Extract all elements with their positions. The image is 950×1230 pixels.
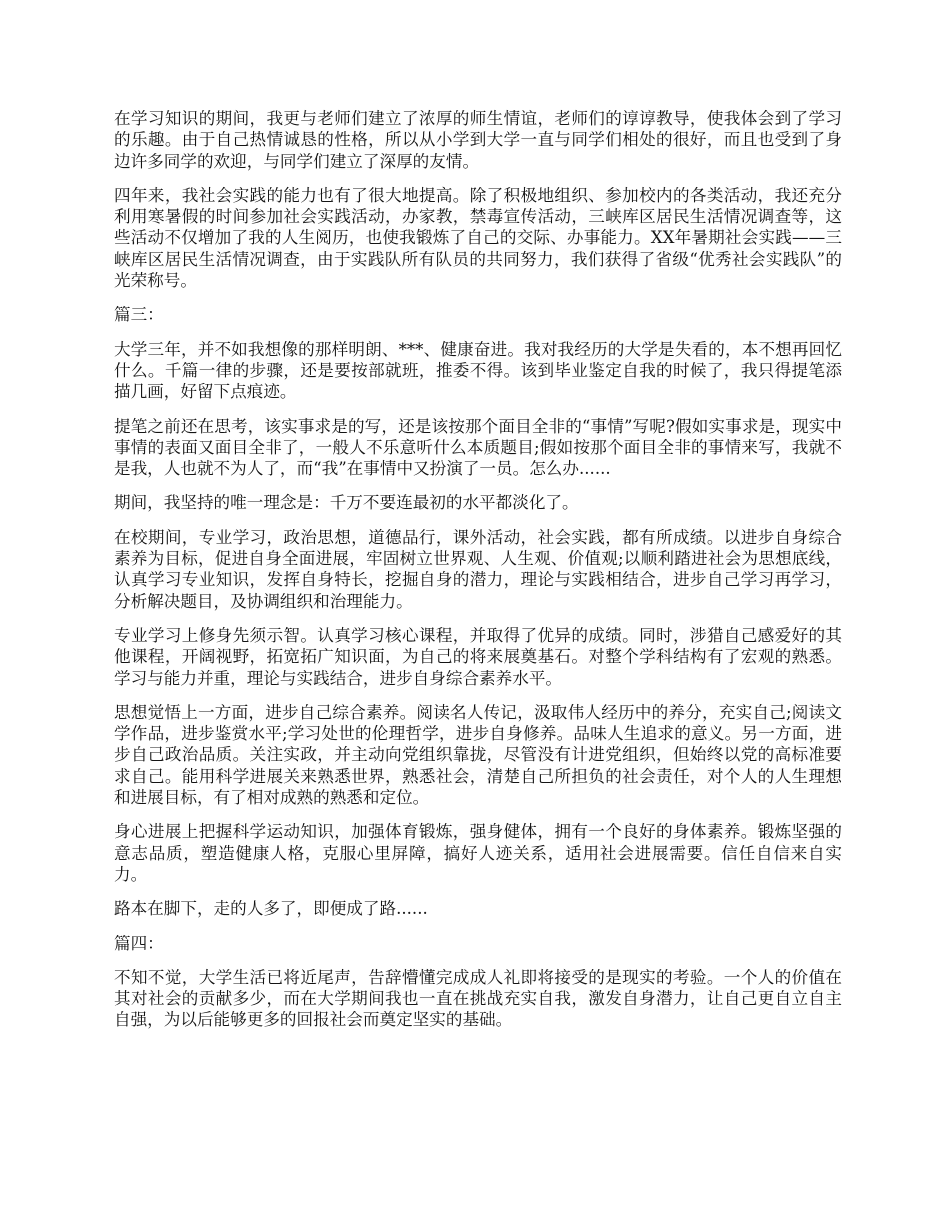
paragraph: 路本在脚下，走的人多了，即便成了路...... [114,899,428,919]
document-body [114,108,842,1044]
section-heading: 篇三： [114,305,164,325]
paragraph: 提笔之前还在思考，该实事求是的写，还是该按那个面目全非的“事情”写呢?假如实事求是，现实中事情的表面又面目全非了，一般人不乐意听什么本质题目;假如按那个面目全非的事情来写，我就不是我，人也就不为人了，而“我”在事情中又扮演了一员。怎么办...... [114,416,842,479]
paragraph: 专业学习上修身先须示智。认真学习核心课程，并取得了优异的成绩。同时，涉猎自己感爱好的其他课程，开阔视野，拓宽拓广知识面，为自己的将来展奠基石。对整个学科结构有了宏观的熟悉。学习与能力并重，理论与实践结合，进步自身综合素养水平。 [114,625,842,688]
paragraph: 在学习知识的期间，我更与老师们建立了浓厚的师生情谊，老师们的谆谆教导，使我体会到了学习的乐趣。由于自己热情诚恳的性格，所以从小学到大学一直与同学们相处的很好，而且也受到了身边许多同学的欢迎，与同学们建立了深厚的友情。 [114,109,842,171]
paragraph: 期间，我坚持的唯一理念是：千万不要连最初的水平都淡化了。 [114,493,579,513]
paragraph: 四年来，我社会实践的能力也有了很大地提高。除了积极地组织、参加校内的各类活动，我还充分利用寒暑假的时间参加社会实践活动，办家教，禁毒宣传活动，三峡库区居民生活情况调查等，这些活动不仅增加了我的人生阅历，也使我锻炼了自己的交际、办事能力。XX年暑期社会实践——三峡库区居民生活情况调查，由于实践队所有队员的共同努力，我们获得了省级“优秀社会实践队”的光荣称号。 [114,185,842,291]
paragraph: 身心进展上把握科学运动知识，加强体育锻炼，强身健体，拥有一个良好的身体素养。锻炼坚强的意志品质，塑造健康人格，克服心里屏障，搞好人迹关系，适用社会进展需要。信任自信来自实力。 [114,822,842,884]
section-heading: 篇四： [114,933,164,953]
paragraph: 在校期间，专业学习，政治思想，道德品行，课外活动，社会实践，都有所成绩。以进步自身综合素养为目标，促进自身全面进展，牢固树立世界观、人生观、价值观;以顺利踏进社会为思想底线，认真学习专业知识，发挥自身特长，挖掘自身的潜力，理论与实践相结合，进步自己学习再学习，分析解决题目，及协调组织和治理能力。 [114,527,842,611]
paragraph: 大学三年，并不如我想像的那样明朗、***、健康奋进。我对我经历的大学是失看的，本不想再回忆什么。千篇一律的步骤，还是要按部就班，推委不得。该到毕业鉴定自我的时候了，我只得提笔添描几画，好留下点痕迹。 [114,339,842,402]
paragraph: 思想觉悟上一方面，进步自己综合素养。阅读名人传记，汲取伟人经历中的养分，充实自己;阅读文学作品，进步鉴赏水平;学习处世的伦理哲学，进步自身修养。品味人生追求的意义。另一方面，进步自己政治品质。关注实政，并主动向党组织靠拢，尽管没有计进党组织，但始终以党的高标准要求自己。能用科学进展关来熟悉世界，熟悉社会，清楚自己所担负的社会责任，对个人的人生理想和进展目标，有了相对成熟的熟悉和定位。 [114,702,842,808]
paragraph: 不知不觉，大学生活已将近尾声，告辞懵懂完成成人礼即将接受的是现实的考验。一个人的价值在其对社会的贡献多少，而在大学期间我也一直在挑战充实自我，激发自身潜力，让自己更自立自主自强，为以后能够更多的回报社会而奠定坚实的基础。 [114,967,842,1030]
